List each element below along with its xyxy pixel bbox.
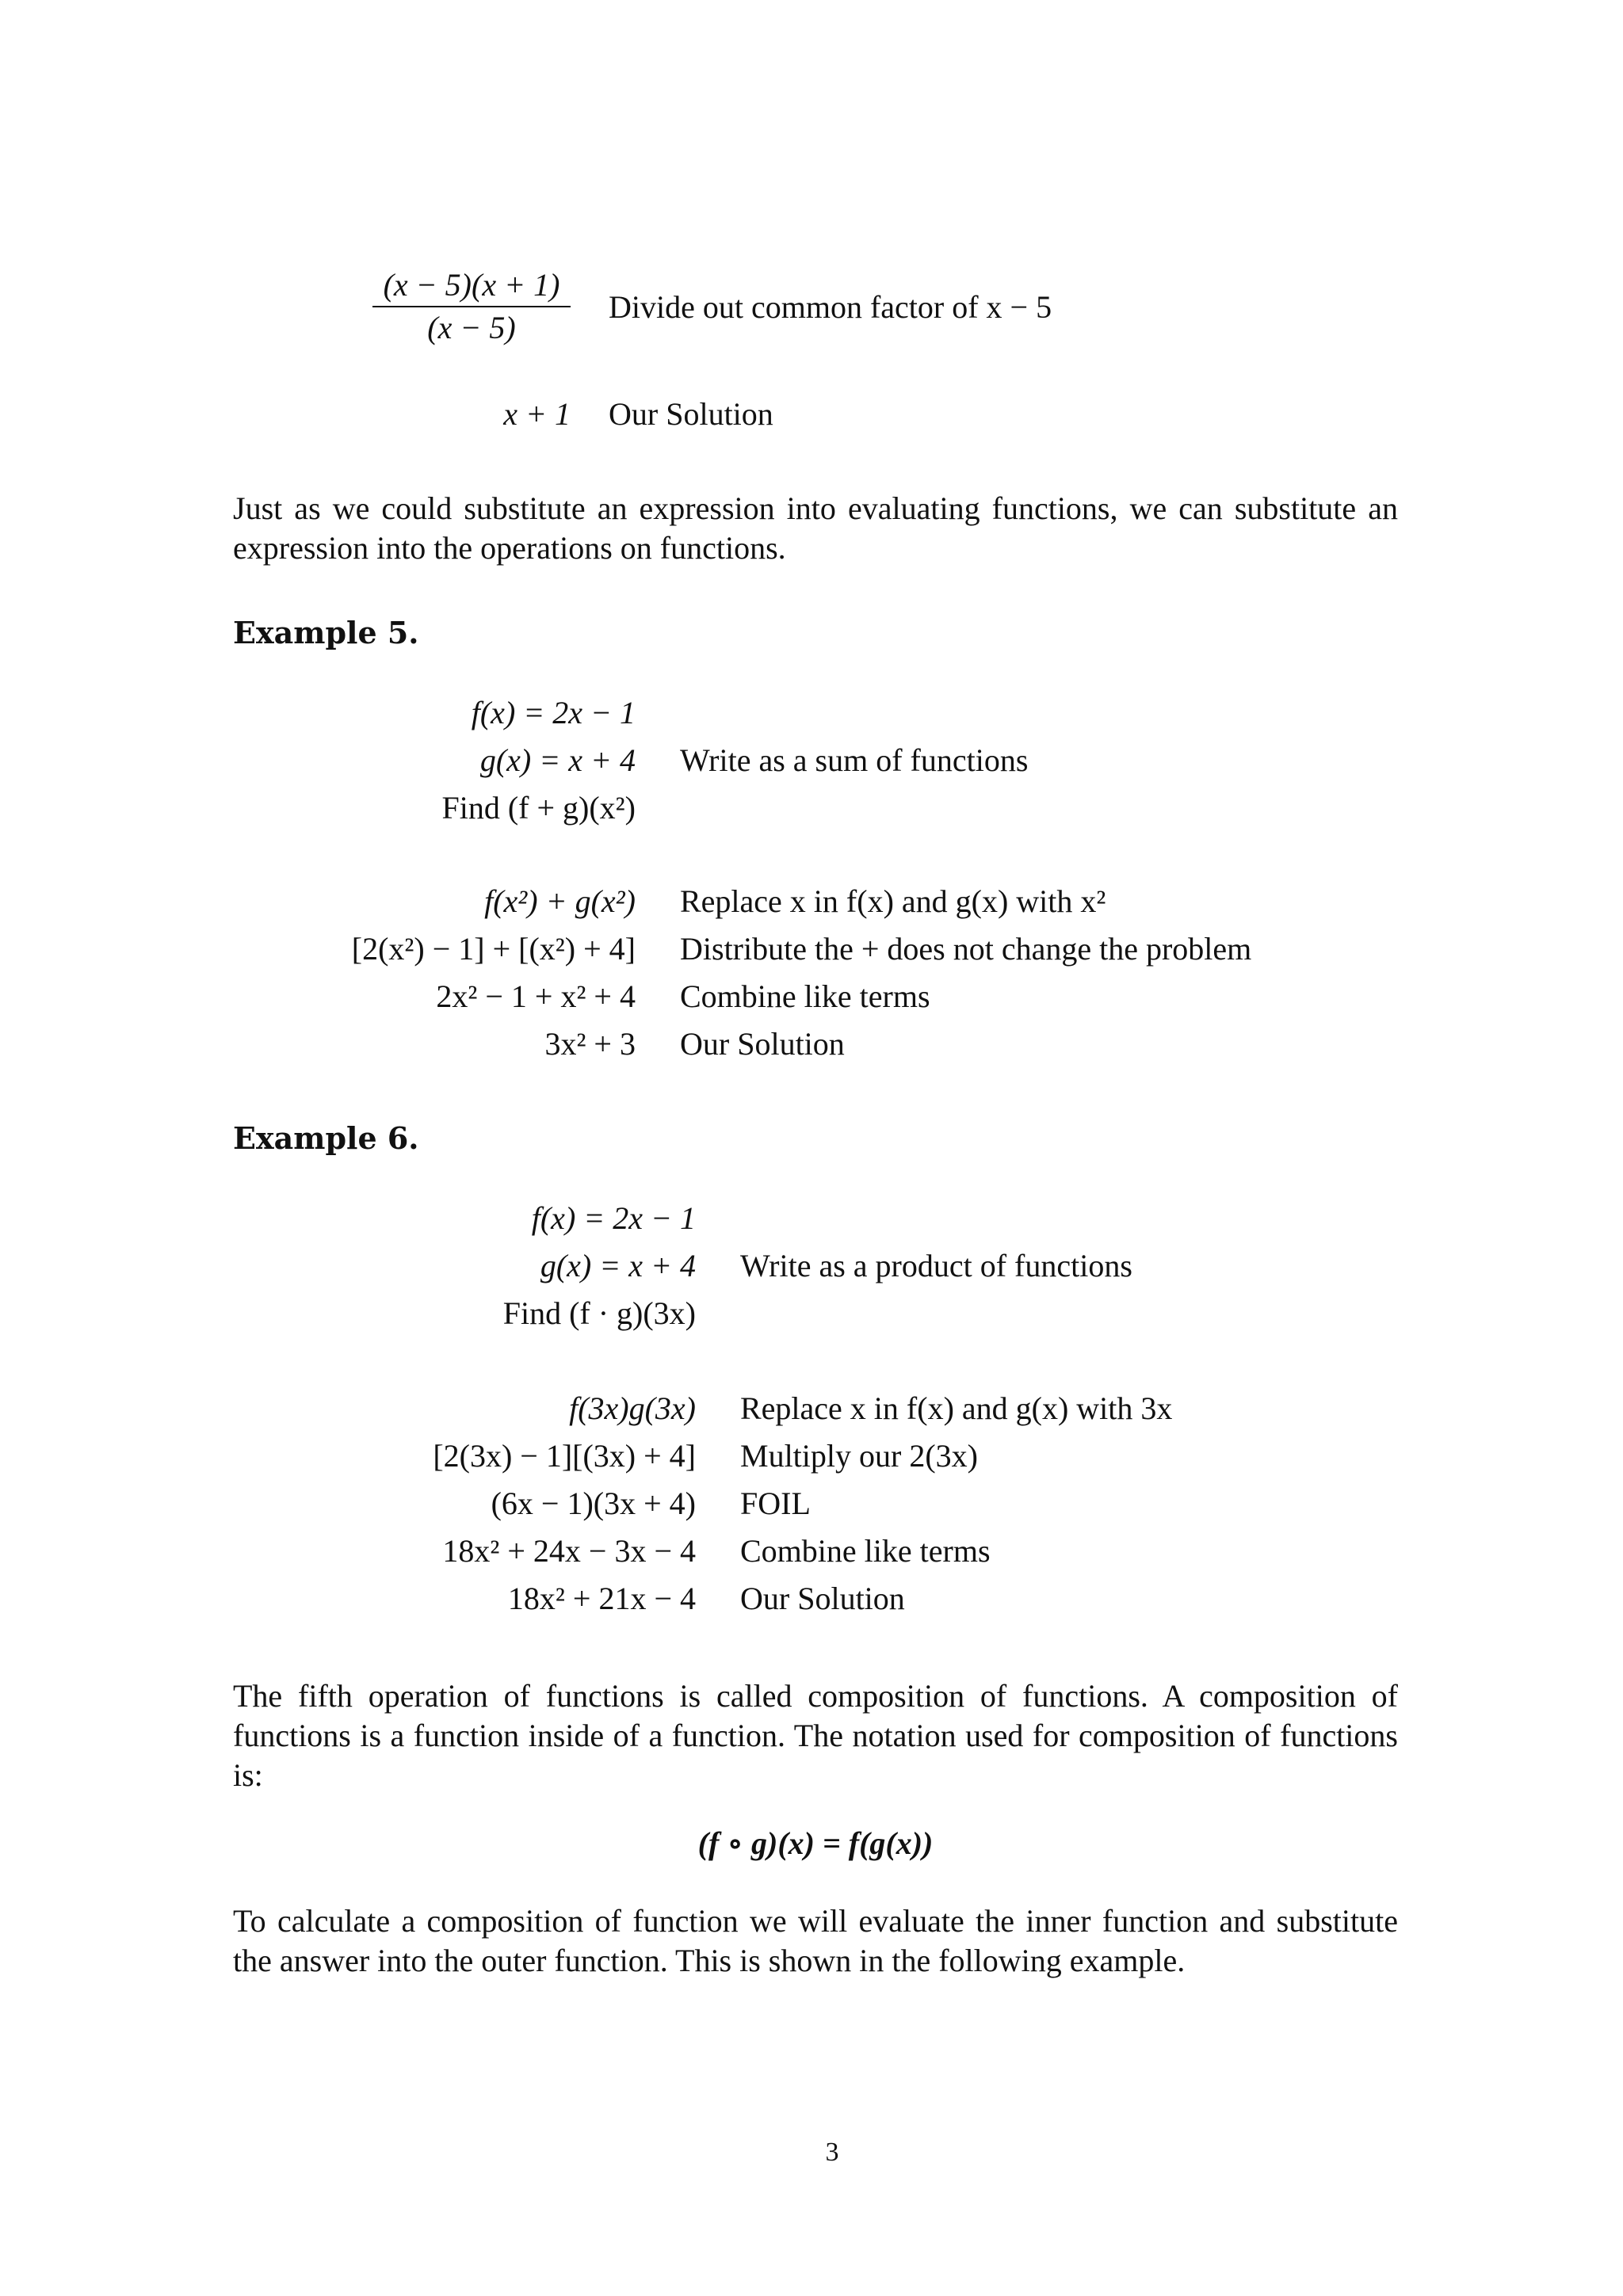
ex5-step-1-note: Replace x in f(x) and g(x) with x² xyxy=(680,883,1106,919)
example-5-heading: Example 5. xyxy=(233,615,419,650)
paragraph-2: The fifth operation of functions is called composition of functions. A composition of functions is a function inside of a function. The notation used for composition of functions is: xyxy=(233,1678,1398,1793)
ex6-step-4-note: Combine like terms xyxy=(740,1533,991,1569)
ex5-given-2-note: Write as a sum of functions xyxy=(680,742,1029,778)
fraction xyxy=(372,269,571,344)
ex6-given-2: g(x) = x + 4 xyxy=(540,1248,696,1283)
fraction-denominator: (x − 5) xyxy=(427,310,516,345)
ex5-step-2: [2(x²) − 1] + [(x²) + 4] xyxy=(351,931,636,967)
fraction-note: Divide out common factor of x − 5 xyxy=(609,289,1052,325)
ex5-step-4: 3x² + 3 xyxy=(544,1026,636,1062)
ex5-step-1: f(x²) + g(x²) xyxy=(484,883,636,919)
fraction-numerator: (x − 5)(x + 1) xyxy=(383,267,560,303)
ex6-step-3-note: FOIL xyxy=(740,1486,811,1521)
ex5-step-3: 2x² − 1 + x² + 4 xyxy=(436,978,636,1014)
ex6-step-1-note: Replace x in f(x) and g(x) with 3x xyxy=(740,1390,1173,1426)
page-number: 3 xyxy=(825,2138,839,2167)
ex5-step-4-note: Our Solution xyxy=(680,1026,845,1062)
ex6-step-2: [2(3x) − 1][(3x) + 4] xyxy=(433,1438,696,1474)
ex5-given-3: Find (f + g)(x²) xyxy=(441,790,636,826)
top-result: x + 1 xyxy=(503,396,571,432)
top-result-note: Our Solution xyxy=(609,396,773,432)
ex6-step-5-note: Our Solution xyxy=(740,1581,905,1616)
composition-formula: (f ∘ g)(x) = f(g(x)) xyxy=(697,1825,934,1861)
ex5-step-2-note: Distribute the + does not change the problem xyxy=(680,931,1252,967)
fraction-bar xyxy=(372,306,571,307)
paragraph-3: To calculate a composition of function we will evaluate the inner function and substitute the answer into the outer function. This is shown in the following example. xyxy=(233,1903,1398,1978)
ex6-step-3: (6x − 1)(3x + 4) xyxy=(491,1486,696,1521)
ex6-given-3: Find (f · g)(3x) xyxy=(502,1295,696,1331)
ex6-given-1: f(x) = 2x − 1 xyxy=(531,1200,696,1236)
ex5-given-1: f(x) = 2x − 1 xyxy=(471,695,636,730)
ex6-step-2-note: Multiply our 2(3x) xyxy=(740,1438,978,1474)
example-6-heading: Example 6. xyxy=(233,1120,419,1156)
ex6-given-2-note: Write as a product of functions xyxy=(740,1248,1132,1283)
ex6-step-4: 18x² + 24x − 3x − 4 xyxy=(442,1533,696,1569)
paragraph-1: Just as we could substitute an expression into evaluating functions, we can substitute an expression into the operations on functions. xyxy=(233,490,1398,566)
ex5-given-2: g(x) = x + 4 xyxy=(479,742,636,778)
ex6-step-5: 18x² + 21x − 4 xyxy=(507,1581,696,1616)
ex5-step-3-note: Combine like terms xyxy=(680,978,930,1014)
ex6-step-1: f(3x)g(3x) xyxy=(569,1390,696,1426)
